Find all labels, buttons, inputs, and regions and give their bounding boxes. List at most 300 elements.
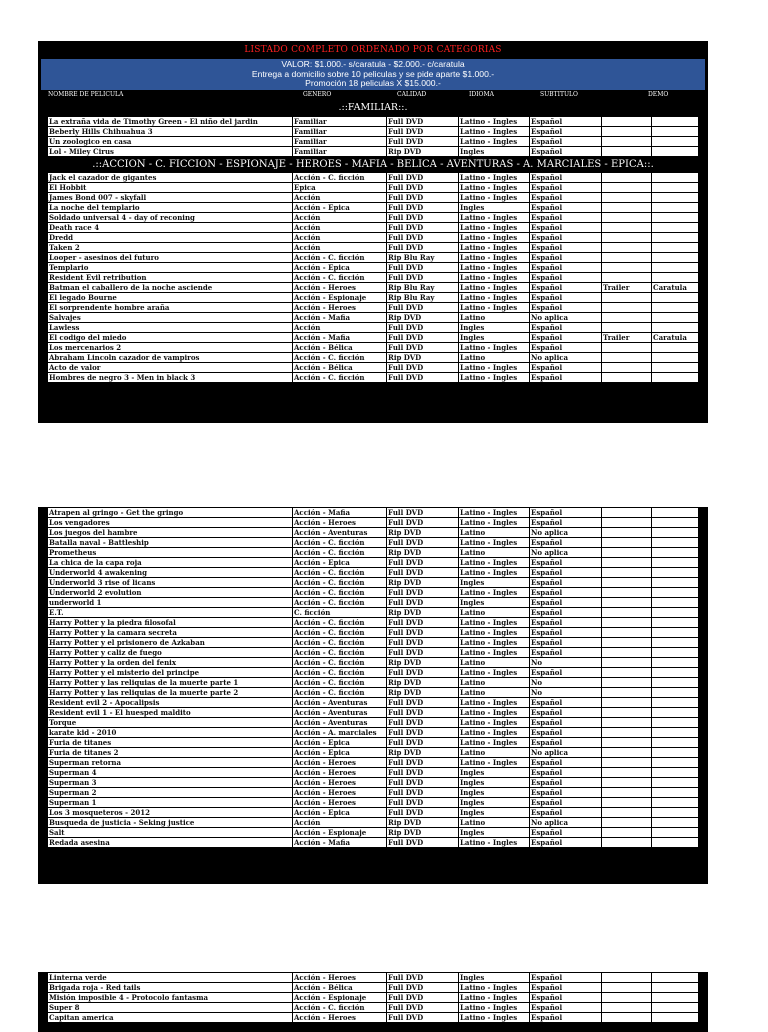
sheet-page-2 <box>38 507 708 884</box>
subtitle-cell: Español <box>530 538 602 548</box>
demo-cover-cell <box>652 808 699 818</box>
table-row <box>48 588 699 598</box>
movie-name-cell: Resident evil 1 - El huesped maldito <box>48 708 293 718</box>
language-cell: Latino - Ingles <box>459 223 530 233</box>
language-cell: Latino - Ingles <box>459 538 530 548</box>
quality-cell: Rip Blu Ray <box>387 293 459 303</box>
subtitle-cell: Español <box>530 628 602 638</box>
demo-trailer-cell <box>602 363 652 373</box>
movie-name-cell: Furia de titanes <box>48 738 293 748</box>
subtitle-cell: Español <box>530 778 602 788</box>
subtitle-cell: Español <box>530 117 602 127</box>
genre-cell: Acción - Epica <box>293 738 387 748</box>
table-row <box>48 1013 699 1023</box>
movie-name-cell: underworld 1 <box>48 598 293 608</box>
movie-name-cell: Hombres de negro 3 - Men in black 3 <box>48 373 293 383</box>
price-line: VALOR: $1.000.- s/caratula - $2.000.- c/caratula <box>281 59 465 69</box>
demo-trailer-cell <box>602 748 652 758</box>
delivery-line: Entrega a domicilio sobre 10 peliculas y se pide aparte $1.000.- <box>251 68 495 79</box>
quality-cell: Full DVD <box>387 618 459 628</box>
language-cell: Latino - Ingles <box>459 718 530 728</box>
demo-cover-cell <box>652 323 699 333</box>
subtitle-cell: Español <box>530 638 602 648</box>
demo-trailer-cell <box>602 253 652 263</box>
table-row <box>48 193 699 203</box>
movie-name-cell: Acto de valor <box>48 363 293 373</box>
subtitle-cell: Español <box>530 193 602 203</box>
movie-name-cell: Atrapen al gringo - Get the gringo <box>48 508 293 518</box>
subtitle-cell: Español <box>530 768 602 778</box>
genre-cell: Acción - C. ficción <box>293 273 387 283</box>
movie-name-cell: Superman retorna <box>48 758 293 768</box>
language-cell: Latino - Ingles <box>459 738 530 748</box>
subtitle-cell: Español <box>530 373 602 383</box>
movie-name-cell: Batalla naval - Battleship <box>48 538 293 548</box>
subtitle-cell: Español <box>530 333 602 343</box>
movie-name-cell: Abraham Lincoln cazador de vampiros <box>48 353 293 363</box>
genre-cell: Acción - Mafia <box>293 838 387 848</box>
table-row <box>48 618 699 628</box>
list-title: LISTADO COMPLETO ORDENADO POR CATEGORIAS <box>244 45 502 55</box>
genre-cell: Acción - C. ficción <box>293 173 387 183</box>
demo-trailer-cell <box>602 528 652 538</box>
genre-cell: Acción - C. ficción <box>293 648 387 658</box>
language-cell: Latino - Ingles <box>459 708 530 718</box>
table-row <box>48 698 699 708</box>
language-cell: Ingles <box>459 778 530 788</box>
promo-line: Promoción 18 peliculas X $15.000.- <box>305 78 441 89</box>
movie-name-cell: Los juegos del hambre <box>48 528 293 538</box>
subtitle-cell: No aplica <box>530 748 602 758</box>
language-cell: Latino - Ingles <box>459 1003 530 1013</box>
familiar-table <box>47 116 699 157</box>
demo-trailer-cell <box>602 718 652 728</box>
demo-trailer-cell <box>602 588 652 598</box>
demo-trailer-cell <box>602 343 652 353</box>
quality-cell: Full DVD <box>387 508 459 518</box>
movie-name-cell: Busqueda de justicia - Seking justice <box>48 818 293 828</box>
demo-cover-cell <box>652 518 699 528</box>
demo-trailer-cell <box>602 568 652 578</box>
subtitle-cell: Español <box>530 223 602 233</box>
quality-cell: Full DVD <box>387 1013 459 1023</box>
table-row <box>48 748 699 758</box>
table-row <box>48 233 699 243</box>
demo-cover-cell <box>652 183 699 193</box>
demo-cover-cell <box>652 628 699 638</box>
table-row <box>48 273 699 283</box>
column-header-name: NOMBRE DE PELICULA <box>48 91 124 99</box>
demo-cover-cell: Caratula <box>652 333 699 343</box>
genre-cell: Acción - Epica <box>293 748 387 758</box>
quality-cell: Full DVD <box>387 738 459 748</box>
demo-cover-cell <box>652 768 699 778</box>
subtitle-cell: Español <box>530 618 602 628</box>
demo-cover-cell <box>652 117 699 127</box>
quality-cell: Full DVD <box>387 273 459 283</box>
table-row <box>48 828 699 838</box>
demo-cover-cell <box>652 788 699 798</box>
subtitle-cell: Español <box>530 518 602 528</box>
quality-cell: Full DVD <box>387 1003 459 1013</box>
quality-cell: Rip DVD <box>387 313 459 323</box>
movie-name-cell: Los mercenarios 2 <box>48 343 293 353</box>
demo-cover-cell <box>652 798 699 808</box>
demo-cover-cell <box>652 273 699 283</box>
genre-cell: Familiar <box>293 147 387 157</box>
language-cell: Latino - Ingles <box>459 518 530 528</box>
demo-cover-cell <box>652 193 699 203</box>
movie-name-cell: Superman 1 <box>48 798 293 808</box>
quality-cell: Full DVD <box>387 518 459 528</box>
table-row <box>48 313 699 323</box>
table-row <box>48 253 699 263</box>
quality-cell: Rip DVD <box>387 353 459 363</box>
genre-cell: Acción - C. ficción <box>293 578 387 588</box>
demo-trailer-cell <box>602 758 652 768</box>
genre-cell: Acción - A. marciales <box>293 728 387 738</box>
subtitle-cell: Español <box>530 213 602 223</box>
language-cell: Latino <box>459 818 530 828</box>
language-cell: Latino - Ingles <box>459 588 530 598</box>
quality-cell: Full DVD <box>387 333 459 343</box>
demo-trailer-cell <box>602 638 652 648</box>
demo-trailer-cell <box>602 983 652 993</box>
column-header-demo: DEMO <box>648 91 669 99</box>
quality-cell: Rip Blu Ray <box>387 253 459 263</box>
language-cell: Latino - Ingles <box>459 283 530 293</box>
subtitle-cell: Español <box>530 1013 602 1023</box>
subtitle-cell: Español <box>530 1003 602 1013</box>
genre-cell: Acción - Heroes <box>293 283 387 293</box>
demo-trailer-cell <box>602 313 652 323</box>
demo-trailer-cell <box>602 508 652 518</box>
language-cell: Latino <box>459 608 530 618</box>
quality-cell: Full DVD <box>387 263 459 273</box>
table-row <box>48 528 699 538</box>
genre-cell: Acción - C. ficción <box>293 538 387 548</box>
language-cell: Latino - Ingles <box>459 648 530 658</box>
genre-cell: Acción <box>293 213 387 223</box>
language-cell: Ingles <box>459 808 530 818</box>
genre-cell: Familiar <box>293 127 387 137</box>
demo-cover-cell <box>652 1013 699 1023</box>
quality-cell: Full DVD <box>387 668 459 678</box>
demo-cover-cell <box>652 708 699 718</box>
subtitle-cell: Español <box>530 558 602 568</box>
demo-trailer-cell <box>602 798 652 808</box>
demo-cover-cell <box>652 993 699 1003</box>
subtitle-cell: Español <box>530 363 602 373</box>
genre-cell: Acción - Heroes <box>293 778 387 788</box>
movie-name-cell: Beberly Hills Chihuahua 3 <box>48 127 293 137</box>
demo-trailer-cell <box>602 373 652 383</box>
demo-cover-cell <box>652 213 699 223</box>
demo-trailer-cell <box>602 323 652 333</box>
sheet-page-3 <box>38 972 708 1032</box>
table-row <box>48 183 699 193</box>
demo-cover-cell <box>652 678 699 688</box>
language-cell: Latino - Ingles <box>459 698 530 708</box>
movie-name-cell: Templario <box>48 263 293 273</box>
language-cell: Latino - Ingles <box>459 137 530 147</box>
quality-cell: Full DVD <box>387 173 459 183</box>
quality-cell: Full DVD <box>387 568 459 578</box>
genre-cell: Acción - Espionaje <box>293 828 387 838</box>
language-cell: Latino - Ingles <box>459 273 530 283</box>
demo-cover-cell <box>652 253 699 263</box>
movie-name-cell: Underworld 3 rise of licans <box>48 578 293 588</box>
quality-cell: Full DVD <box>387 708 459 718</box>
subtitle-cell: Español <box>530 508 602 518</box>
table-row <box>48 558 699 568</box>
demo-cover-cell <box>652 508 699 518</box>
demo-cover-cell <box>652 223 699 233</box>
movie-name-cell: Harry Potter y caliz de fuego <box>48 648 293 658</box>
subtitle-cell: No aplica <box>530 313 602 323</box>
genre-cell: Acción - C. ficción <box>293 253 387 263</box>
demo-cover-cell <box>652 588 699 598</box>
movie-name-cell: Furia de titanes 2 <box>48 748 293 758</box>
genre-cell: Acción - C. ficción <box>293 668 387 678</box>
quality-cell: Full DVD <box>387 718 459 728</box>
demo-cover-cell <box>652 718 699 728</box>
movie-name-cell: Soldado universal 4 - day of reconing <box>48 213 293 223</box>
table-row <box>48 798 699 808</box>
demo-cover-cell <box>652 748 699 758</box>
genre-cell: Epica <box>293 183 387 193</box>
demo-cover-cell <box>652 598 699 608</box>
demo-trailer-cell <box>602 147 652 157</box>
language-cell: Ingles <box>459 333 530 343</box>
genre-cell: Acción - Heroes <box>293 768 387 778</box>
quality-cell: Rip DVD <box>387 678 459 688</box>
language-cell: Latino <box>459 748 530 758</box>
demo-trailer-cell <box>602 668 652 678</box>
quality-cell: Full DVD <box>387 343 459 353</box>
language-cell: Ingles <box>459 578 530 588</box>
language-cell: Latino - Ingles <box>459 628 530 638</box>
demo-cover-cell <box>652 668 699 678</box>
table-row <box>48 323 699 333</box>
quality-cell: Full DVD <box>387 588 459 598</box>
language-cell: Latino - Ingles <box>459 213 530 223</box>
movie-name-cell: Superman 2 <box>48 788 293 798</box>
demo-trailer-cell <box>602 658 652 668</box>
table-row <box>48 283 699 293</box>
demo-trailer-cell <box>602 518 652 528</box>
demo-cover-cell <box>652 618 699 628</box>
language-cell: Latino - Ingles <box>459 243 530 253</box>
table-row <box>48 768 699 778</box>
table-row <box>48 243 699 253</box>
genre-cell: Acción - C. ficción <box>293 638 387 648</box>
movie-name-cell: El sorprendente hombre araña <box>48 303 293 313</box>
subtitle-cell: No <box>530 688 602 698</box>
genre-cell: Acción - C. ficción <box>293 373 387 383</box>
movie-name-cell: Harry Potter y la piedra filosofal <box>48 618 293 628</box>
quality-cell: Rip DVD <box>387 528 459 538</box>
subtitle-cell: Español <box>530 323 602 333</box>
language-cell: Ingles <box>459 323 530 333</box>
genre-cell: Acción <box>293 243 387 253</box>
language-cell: Latino <box>459 658 530 668</box>
table-row <box>48 808 699 818</box>
demo-trailer-cell <box>602 548 652 558</box>
language-cell: Latino - Ingles <box>459 838 530 848</box>
column-header-quality: CALIDAD <box>397 91 427 99</box>
movie-name-cell: El codigo del miedo <box>48 333 293 343</box>
language-cell: Latino - Ingles <box>459 303 530 313</box>
quality-cell: Rip DVD <box>387 818 459 828</box>
movie-name-cell: Los vengadores <box>48 518 293 528</box>
language-cell: Latino - Ingles <box>459 373 530 383</box>
demo-trailer-cell: Trailer <box>602 333 652 343</box>
demo-trailer-cell: Trailer <box>602 283 652 293</box>
subtitle-cell: Español <box>530 718 602 728</box>
language-cell: Latino - Ingles <box>459 127 530 137</box>
genre-cell: Familiar <box>293 137 387 147</box>
quality-cell: Full DVD <box>387 628 459 638</box>
genre-cell: Acción - C. ficción <box>293 568 387 578</box>
demo-cover-cell <box>652 313 699 323</box>
subtitle-cell: Español <box>530 983 602 993</box>
language-cell: Latino <box>459 353 530 363</box>
language-cell: Latino <box>459 548 530 558</box>
quality-cell: Full DVD <box>387 598 459 608</box>
quality-cell: Rip DVD <box>387 147 459 157</box>
demo-trailer-cell <box>602 1013 652 1023</box>
demo-cover-cell <box>652 658 699 668</box>
demo-trailer-cell <box>602 768 652 778</box>
table-row <box>48 718 699 728</box>
table-row <box>48 173 699 183</box>
genre-cell: Acción - C. ficción <box>293 678 387 688</box>
table-row <box>48 668 699 678</box>
language-cell: Latino - Ingles <box>459 983 530 993</box>
table-row <box>48 363 699 373</box>
demo-cover-cell <box>652 203 699 213</box>
subtitle-cell: Español <box>530 698 602 708</box>
table-row <box>48 147 699 157</box>
subtitle-cell: Español <box>530 808 602 818</box>
demo-trailer-cell <box>602 183 652 193</box>
table-row <box>48 993 699 1003</box>
genre-cell: Acción - Mafia <box>293 313 387 323</box>
quality-cell: Full DVD <box>387 798 459 808</box>
subtitle-cell: Español <box>530 293 602 303</box>
table-row <box>48 223 699 233</box>
demo-trailer-cell <box>602 243 652 253</box>
demo-cover-cell <box>652 173 699 183</box>
language-cell: Latino - Ingles <box>459 293 530 303</box>
quality-cell: Full DVD <box>387 233 459 243</box>
demo-cover-cell <box>652 293 699 303</box>
subtitle-cell: No aplica <box>530 353 602 363</box>
subtitle-cell: Español <box>530 343 602 353</box>
demo-cover-cell <box>652 698 699 708</box>
demo-trailer-cell <box>602 303 652 313</box>
genre-cell: Acción - Epica <box>293 558 387 568</box>
subtitle-cell: Español <box>530 203 602 213</box>
demo-cover-cell <box>652 363 699 373</box>
table-row <box>48 688 699 698</box>
table-row <box>48 548 699 558</box>
demo-cover-cell <box>652 137 699 147</box>
demo-cover-cell <box>652 983 699 993</box>
language-cell: Latino <box>459 313 530 323</box>
movie-name-cell: El Hobbit <box>48 183 293 193</box>
table-row <box>48 303 699 313</box>
table-row <box>48 203 699 213</box>
demo-trailer-cell <box>602 117 652 127</box>
table-row <box>48 538 699 548</box>
quality-cell: Full DVD <box>387 698 459 708</box>
demo-cover-cell <box>652 578 699 588</box>
demo-cover-cell <box>652 303 699 313</box>
quality-cell: Full DVD <box>387 363 459 373</box>
movie-name-cell: Jack el cazador de gigantes <box>48 173 293 183</box>
accion-table-2 <box>47 507 699 848</box>
table-row <box>48 213 699 223</box>
genre-cell: Acción - Epica <box>293 203 387 213</box>
demo-cover-cell <box>652 738 699 748</box>
movie-name-cell: Redada asesina <box>48 838 293 848</box>
demo-trailer-cell <box>602 538 652 548</box>
demo-cover-cell <box>652 818 699 828</box>
genre-cell: Acción - C. ficción <box>293 1003 387 1013</box>
table-row <box>48 838 699 848</box>
quality-cell: Full DVD <box>387 213 459 223</box>
table-row <box>48 343 699 353</box>
movie-name-cell: Harry Potter y el prisionero de Azkaban <box>48 638 293 648</box>
demo-cover-cell <box>652 838 699 848</box>
genre-cell: Acción - Heroes <box>293 798 387 808</box>
language-cell: Latino <box>459 688 530 698</box>
demo-cover-cell <box>652 353 699 363</box>
movie-name-cell: Resident evil 2 - Apocalipsis <box>48 698 293 708</box>
demo-trailer-cell <box>602 838 652 848</box>
language-cell: Latino - Ingles <box>459 568 530 578</box>
quality-cell: Rip DVD <box>387 548 459 558</box>
demo-trailer-cell <box>602 788 652 798</box>
movie-name-cell: Death race 4 <box>48 223 293 233</box>
demo-trailer-cell <box>602 223 652 233</box>
movie-name-cell: Super 8 <box>48 1003 293 1013</box>
quality-cell: Rip DVD <box>387 608 459 618</box>
table-row <box>48 333 699 343</box>
genre-cell: Acción - C. ficción <box>293 588 387 598</box>
language-cell: Ingles <box>459 598 530 608</box>
language-cell: Latino - Ingles <box>459 993 530 1003</box>
quality-cell: Full DVD <box>387 137 459 147</box>
language-cell: Latino - Ingles <box>459 117 530 127</box>
demo-trailer-cell <box>602 353 652 363</box>
language-cell: Latino - Ingles <box>459 263 530 273</box>
movie-name-cell: Taken 2 <box>48 243 293 253</box>
movie-name-cell: Los 3 mosqueteros - 2012 <box>48 808 293 818</box>
genre-cell: Acción - Espionaje <box>293 993 387 1003</box>
language-cell: Latino - Ingles <box>459 343 530 353</box>
language-cell: Ingles <box>459 788 530 798</box>
quality-cell: Full DVD <box>387 243 459 253</box>
demo-cover-cell <box>652 1003 699 1013</box>
demo-cover-cell <box>652 648 699 658</box>
movie-name-cell: Capitan america <box>48 1013 293 1023</box>
subtitle-cell: Español <box>530 578 602 588</box>
accion-table-1 <box>47 172 699 383</box>
demo-trailer-cell <box>602 578 652 588</box>
